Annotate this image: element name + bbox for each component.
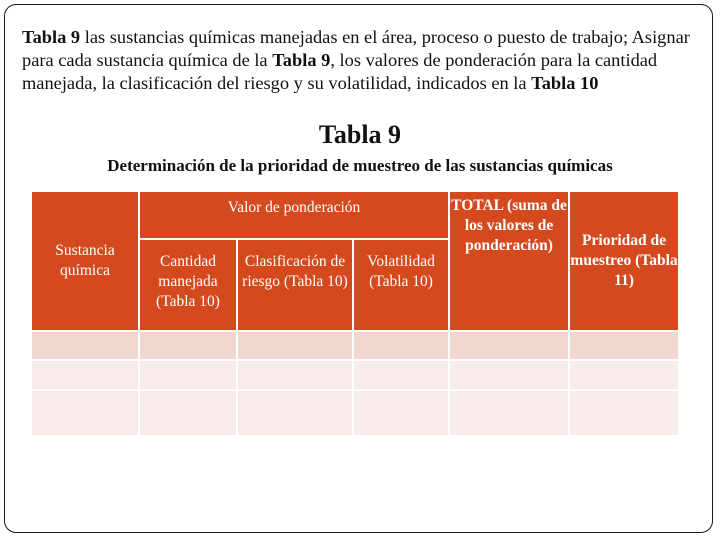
table-title: Tabla 9	[318, 120, 402, 149]
intro-paragraph	[22, 26, 698, 95]
table-cell	[449, 390, 569, 436]
intro-text-2: , los valores de ponderación para la cantidad manejada, la clasificación del riesgo y su volatilidad, indicados en la	[22, 50, 658, 93]
table-cell	[139, 331, 237, 360]
table-cell	[139, 360, 237, 390]
table-cell	[353, 331, 449, 360]
table-row	[31, 360, 679, 390]
header-clasificacion: Clasificación de riesgo (Tabla 10)	[237, 239, 353, 331]
table-subtitle: Determinación de la prioridad de muestreo de las sustancias químicas	[107, 156, 613, 175]
table-cell	[569, 390, 679, 436]
table-cell	[449, 331, 569, 360]
header-valor-ponderacion: Valor de ponderación	[139, 191, 449, 239]
table-cell	[449, 360, 569, 390]
table-cell	[139, 390, 237, 436]
header-volatilidad: Volatilidad (Tabla 10)	[353, 239, 449, 331]
table-cell	[31, 360, 139, 390]
table-cell	[353, 360, 449, 390]
table-cell	[353, 390, 449, 436]
header-prioridad: Prioridad de muestreo (Tabla 11)	[569, 191, 679, 331]
table-cell	[31, 331, 139, 360]
intro-text-1: las sustancias químicas manejadas en el área, proceso o puesto de trabajo; Asignar para cada sustancia química de la	[22, 27, 690, 70]
intro-ref-tabla9: Tabla 9	[22, 27, 81, 47]
table-cell	[569, 360, 679, 390]
table-cell	[237, 390, 353, 436]
weighting-table	[30, 190, 680, 437]
table-row	[31, 331, 679, 360]
table-cell	[31, 390, 139, 436]
intro-ref-tabla9-b: Tabla 9	[272, 50, 331, 70]
table-cell	[569, 331, 679, 360]
header-sustancia: Sustancia química	[31, 191, 139, 331]
intro-ref-tabla10: Tabla 10	[531, 73, 599, 93]
table-cell	[237, 331, 353, 360]
table-cell	[237, 360, 353, 390]
table-row	[31, 390, 679, 436]
header-total: TOTAL (suma de los valores de ponderación)	[449, 191, 569, 331]
header-cantidad: Cantidad manejada (Tabla 10)	[139, 239, 237, 331]
